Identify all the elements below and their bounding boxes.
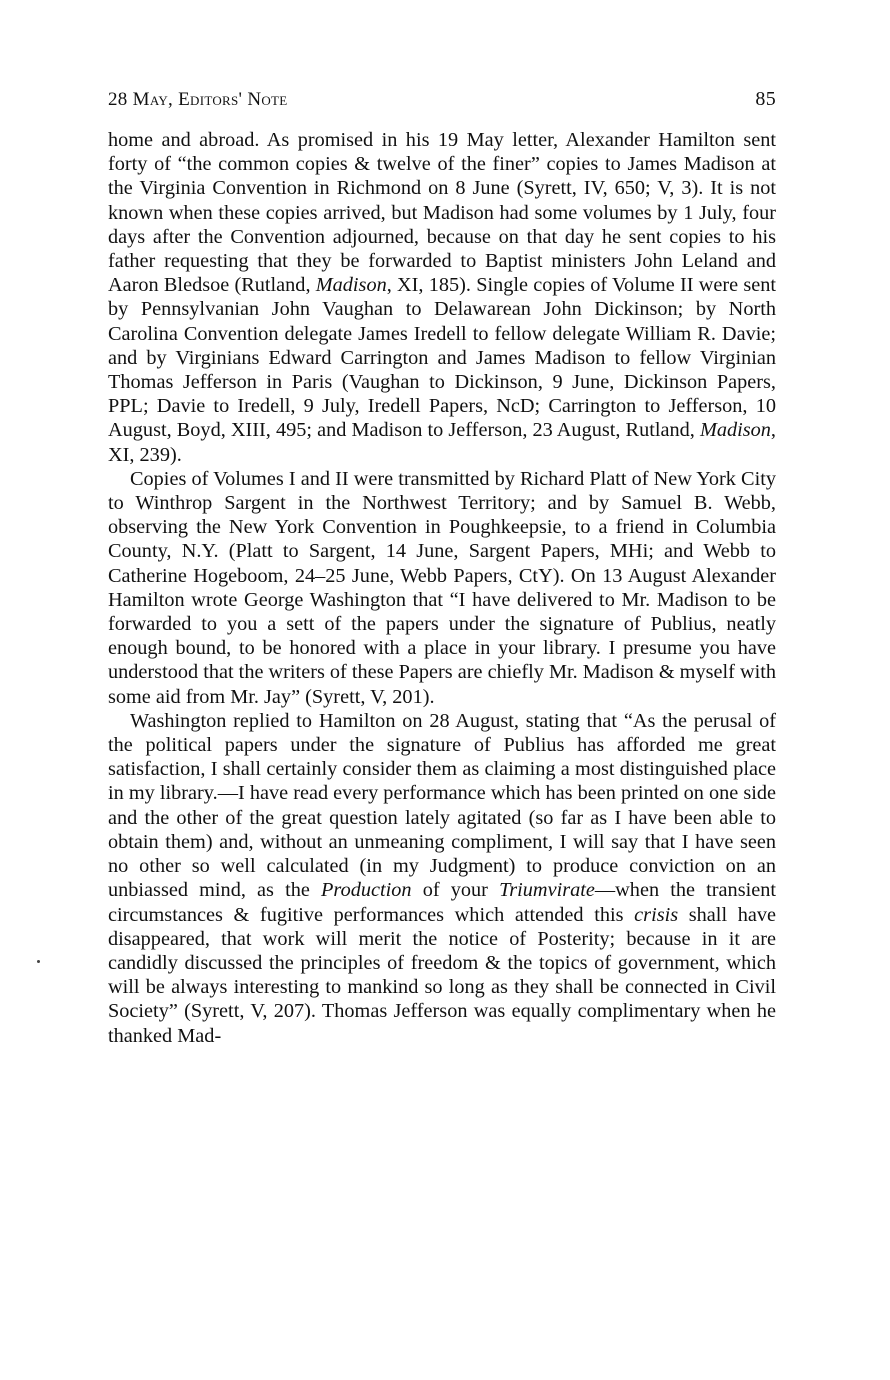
text-run: home and abroad. As promised in his 19 May letter, Alexander Hamilton sent forty of “the common copies & twelve of the finer” copies to James Madison at the Virginia Convention in Richmond on 8 June (Syrett, IV, 650; V, 3). It is not known when these copies arrived, but Madison had some volumes by 1 July, four days after the Convention adjourned, because on that day he sent copies to his father requesting that they be forwarded to Baptist ministers John Leland and Aaron Bledsoe (Rutland, (108, 129, 776, 297)
stray-mark (37, 960, 40, 963)
text-run: Copies of Volumes I and II were transmitted by Richard Platt of New York City to Winthrop Sargent in the Northwest Territory; and by Samuel B. Webb, observing the New York Convention in Poughkeepsie, to a friend in Columbia County, N.Y. (Platt to Sargent, 14 June, Sargent Papers, MHi; and Webb to Catherine Hogeboom, 24–25 June, Webb Papers, CtY). On 13 August Alexander Hamilton wrote George Washington that “I have delivered to Mr. Madison to be forwarded to you a sett of the papers under the signature of Publius, neatly enough bound, to be honored with a place in your library. I presume you have understood that the writers of these Papers are chiefly Mr. Madison & myself with some aid from Mr. Jay” (Syrett, V, 201). (108, 467, 777, 708)
italic-text: Madison (699, 419, 771, 442)
text-run: , XI, 185). Single copies of Volume II were sent by Pennsylvanian John Vaughan to Delawarean John Dickinson; by North Carolina Convention delegate James Iredell to fellow delegate William R. Davie; and by Virginians Edward Carrington and James Madison to fellow Virginian Thomas Jefferson in Paris (Vaughan to Dickinson, 9 June, Dickinson Papers, PPL; Davie to Iredell, 9 July, Iredell Papers, NcD; Carrington to Jefferson, 10 August, Boyd, XIII, 495; and Madison to Jefferson, 23 August, Rutland, (108, 274, 777, 442)
text-run: Washington replied to Hamilton on 28 August, stating that “As the perusal of the political papers under the signature of Publius has afforded me great satisfaction, I shall certainly consider them as claiming a most distinguished place in my library.—I have read every performance which has been printed on one side and the other of the great question lately agitated (so far as I have been able to obtain them) and, without an unmeaning compliment, I will say that I have seen no other so well calculated (in my Judgment) to produce conviction on an unbiassed mind, as the (108, 709, 776, 902)
italic-text: Triumvirate (499, 879, 595, 902)
italic-text: Madison (315, 274, 387, 297)
italic-text: crisis (634, 903, 679, 926)
paragraph-3 (108, 709, 776, 1048)
text-run: , XI, 239). (108, 419, 776, 466)
page-number: 85 (755, 88, 776, 110)
running-title: 28 May, Editors' Note (108, 89, 288, 110)
italic-text: Production (321, 879, 412, 902)
paragraph-1 (108, 128, 776, 467)
running-head (108, 88, 776, 128)
paragraph-2 (108, 467, 776, 709)
text-run: of your (411, 879, 500, 902)
text-run: shall have disappeared, that work will merit the notice of Posterity; because in it are candidly discussed the principles of freedom & the topics of government, which will be always interesting to mankind so long as they shall be connected in Civil Society” (Syrett, V, 207). Thomas Jefferson was equally complimentary when he thanked Mad- (108, 903, 777, 1047)
text-run: —when the transient circumstances & fugitive performances which attended this (108, 879, 777, 926)
document-page (108, 88, 776, 1048)
body-text (108, 128, 776, 1048)
